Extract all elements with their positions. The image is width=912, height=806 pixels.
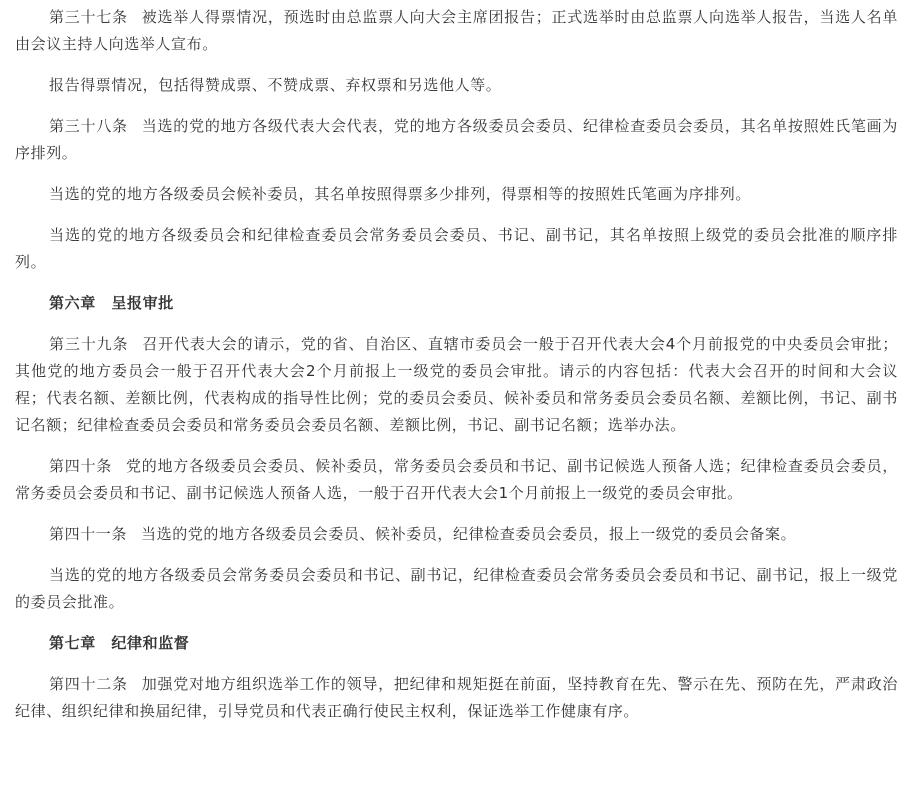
article-37-text: 被选举人得票情况，预选时由总监票人向大会主席团报告；正式选举时由总监票人向选举人报告，当选人名单由会议主持人向选举人宣布。 — [15, 8, 898, 53]
article-body — [0, 4, 912, 806]
standing-committee-order-paragraph — [15, 222, 898, 276]
article-37-label: 第三十七条 — [49, 8, 128, 26]
article-42-paragraph — [15, 671, 898, 725]
article-39-label: 第三十九条 — [49, 335, 129, 353]
article-38-paragraph — [15, 113, 898, 167]
vote-report-paragraph — [15, 72, 898, 99]
alternate-members-paragraph — [15, 181, 898, 208]
article-41-label: 第四十一条 — [49, 525, 128, 543]
article-41-text: 当选的党的地方各级委员会委员、候补委员，纪律检查委员会委员，报上一级党的委员会备案。 — [141, 525, 797, 543]
article-41-paragraph — [15, 521, 898, 548]
article-38-text: 当选的党的地方各级代表大会代表，党的地方各级委员会委员、纪律检查委员会委员，其名单按照姓氏笔画为序排列。 — [15, 117, 898, 162]
article-42-label: 第四十二条 — [49, 675, 128, 693]
article-39-text: 召开代表大会的请示，党的省、自治区、直辖市委员会一般于召开代表大会4个月前报党的中央委员会审批；其他党的地方委员会一般于召开代表大会2个月前报上一级党的委员会审批。请示的内容包括：代表大会召开的时间和大会议程；代表名额、差额比例，代表构成的指导性比例；党的委员会委员、候补委员和常务委员会委员名额、差额比例，书记、副书记名额；纪律检查委员会委员和常务委员会委员名额、差额比例，书记、副书记名额；选举办法。 — [15, 335, 898, 434]
article-42-text: 加强党对地方组织选举工作的领导，把纪律和规矩挺在前面，坚持教育在先、警示在先、预防在先，严肃政治纪律、组织纪律和换届纪律，引导党员和代表正确行使民主权利，保证选举工作健康有序。 — [15, 675, 898, 720]
article-39-paragraph — [15, 331, 898, 439]
chapter-7-heading: 第七章 纪律和监督 — [49, 634, 190, 652]
chapter-6-heading: 第六章 呈报审批 — [49, 294, 174, 312]
standing-committee-approval-text: 当选的党的地方各级委员会常务委员会委员和书记、副书记，纪律检查委员会常务委员会委员和书记、副书记，报上一级党的委员会批准。 — [15, 566, 898, 611]
article-40-paragraph — [15, 453, 898, 507]
standing-committee-approval-paragraph — [15, 562, 898, 616]
article-40-text: 党的地方各级委员会委员、候补委员，常务委员会委员和书记、副书记候选人预备人选；纪律检查委员会委员，常务委员会委员和书记、副书记候选人预备人选，一般于召开代表大会1个月前报上一级党的委员会审批。 — [15, 457, 898, 502]
vote-report-text: 报告得票情况，包括得赞成票、不赞成票、弃权票和另选他人等。 — [49, 76, 502, 94]
article-37-paragraph — [15, 4, 898, 58]
alternate-members-text: 当选的党的地方各级委员会候补委员，其名单按照得票多少排列，得票相等的按照姓氏笔画为序排列。 — [49, 185, 752, 203]
article-40-label: 第四十条 — [49, 457, 113, 475]
article-38-label: 第三十八条 — [49, 117, 128, 135]
standing-committee-order-text: 当选的党的地方各级委员会和纪律检查委员会常务委员会委员、书记、副书记，其名单按照上级党的委员会批准的顺序排列。 — [15, 226, 898, 271]
